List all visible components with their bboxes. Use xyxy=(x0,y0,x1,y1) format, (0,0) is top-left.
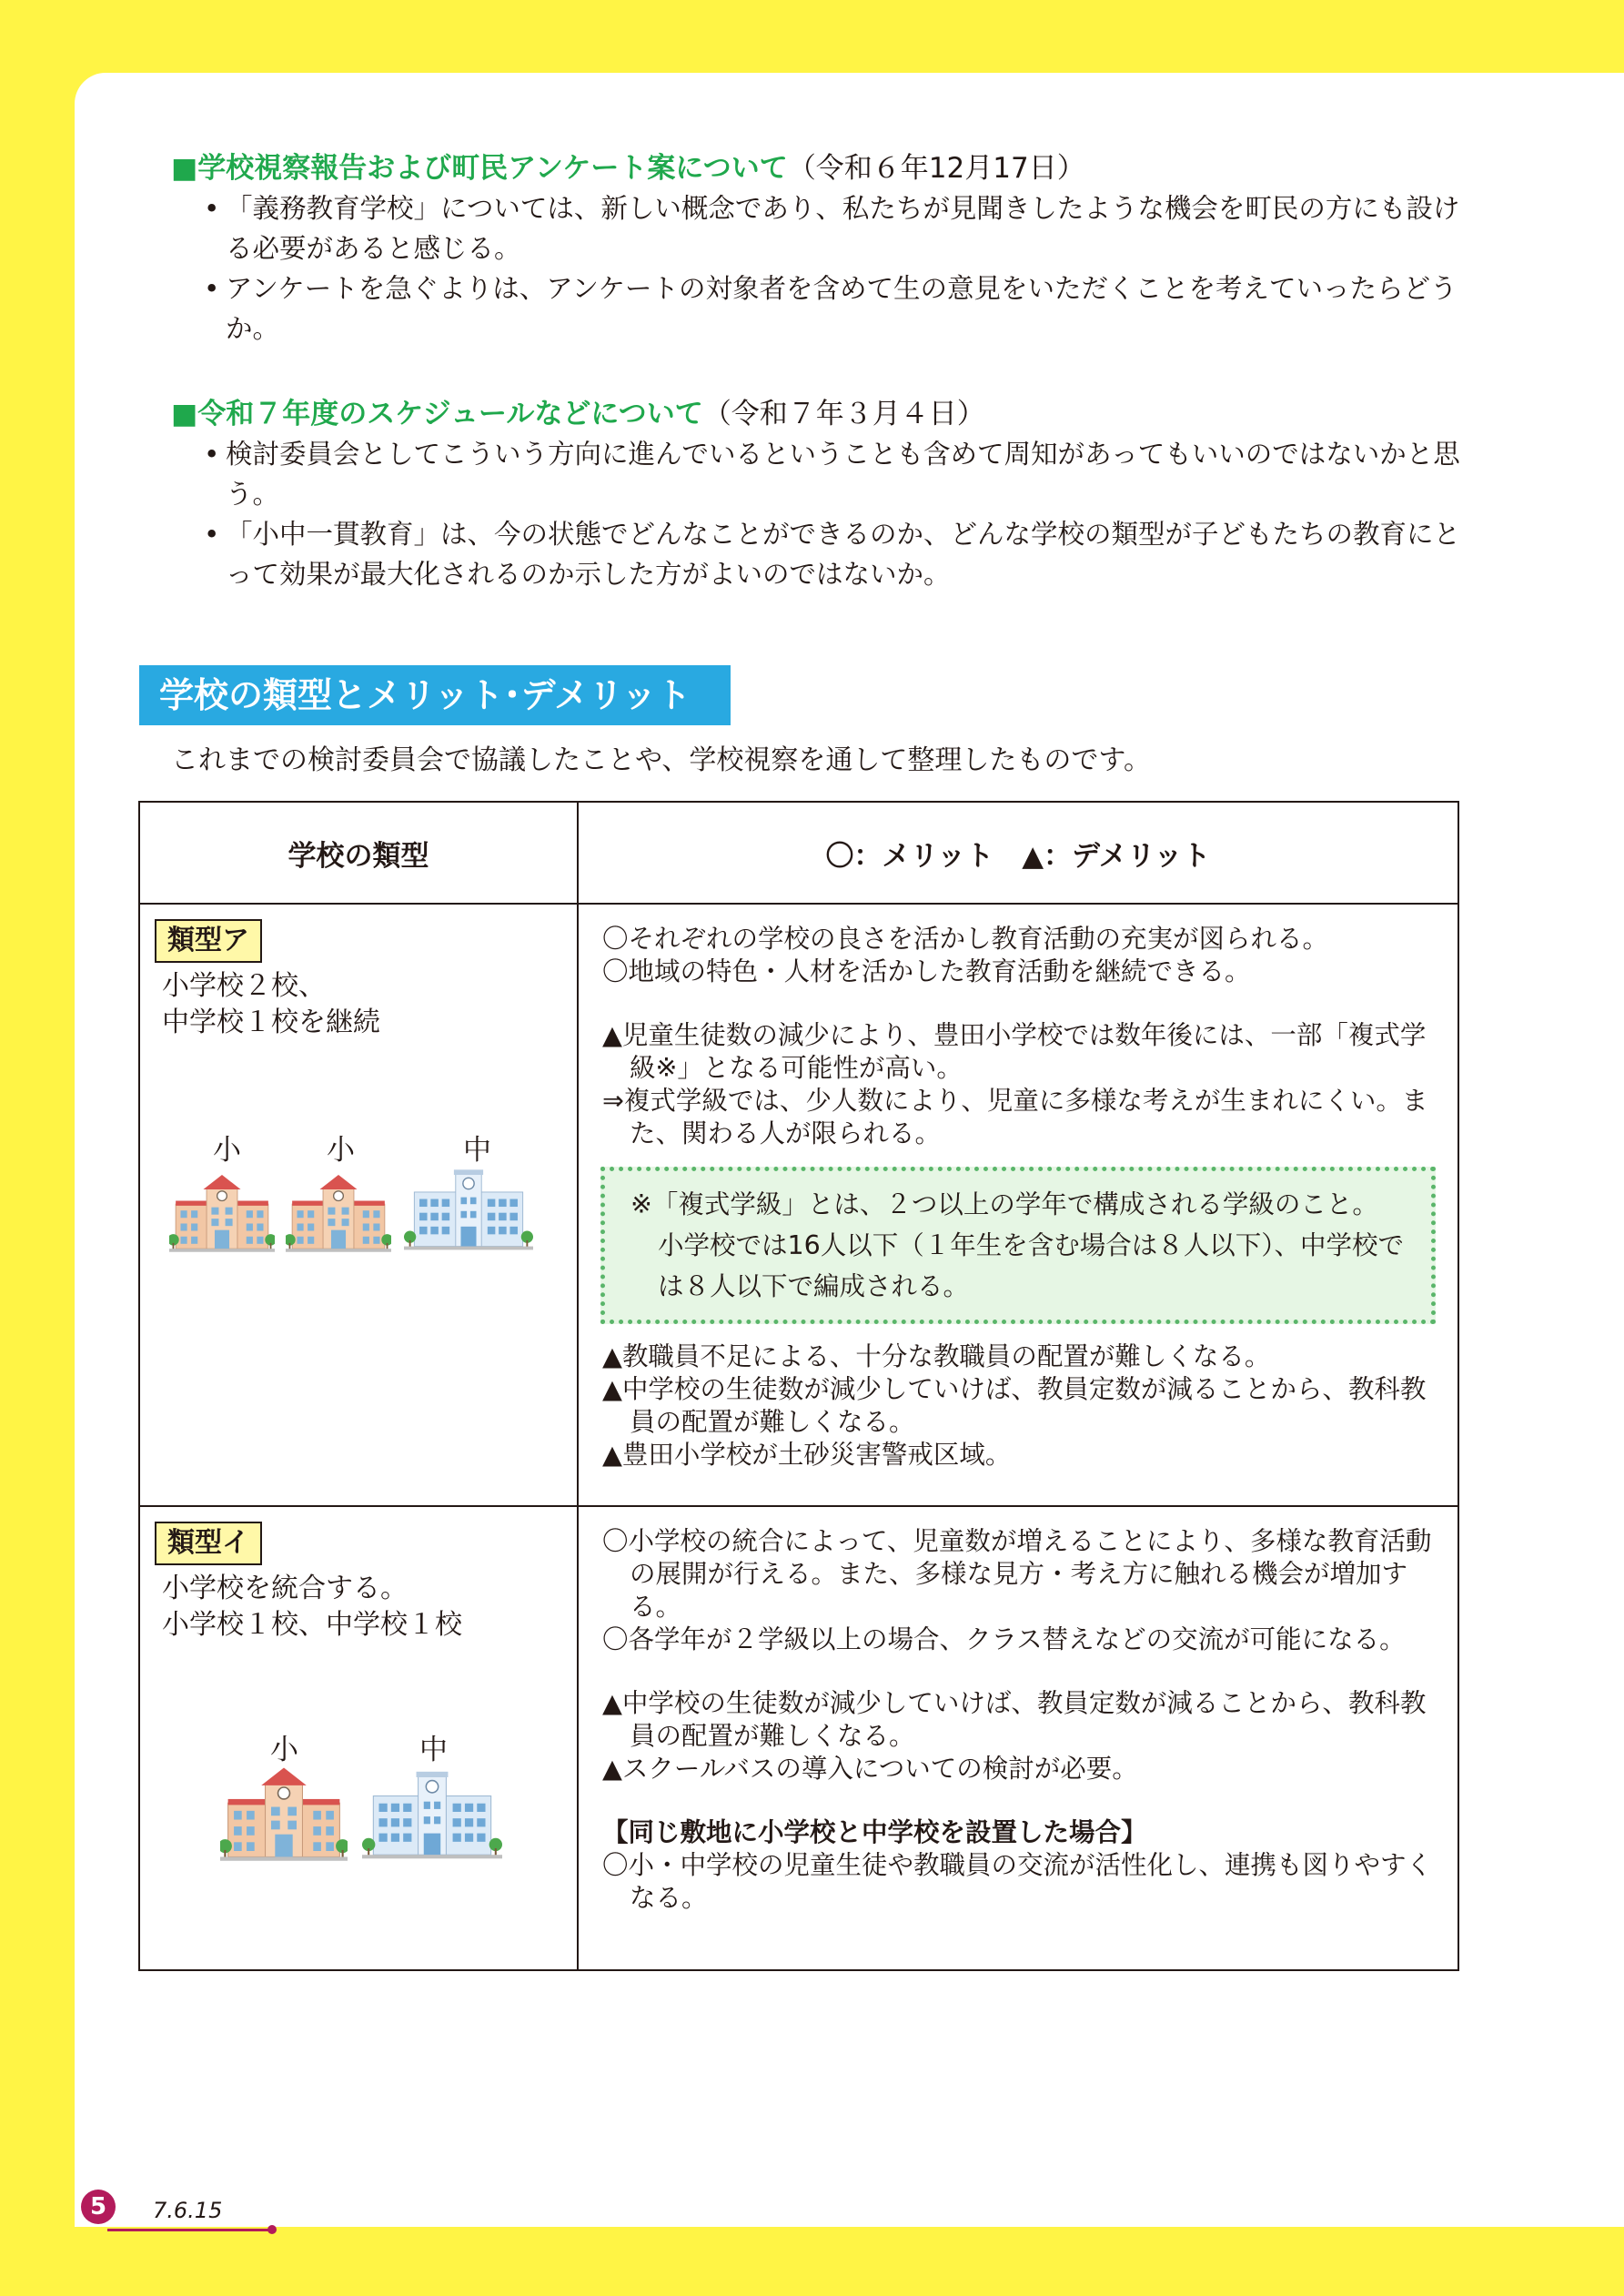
meeting-2 xyxy=(171,394,1463,594)
note-box xyxy=(600,1167,1436,1324)
elementary-school-icon xyxy=(220,1764,348,1862)
page-number-badge: 5 xyxy=(81,2190,116,2224)
type-i-content xyxy=(578,1506,1458,1970)
bracket-heading: 【同じ敷地に小学校と中学校を設置した場合】 xyxy=(602,1817,1147,1847)
merit-line: 〇小・中学校の児童生徒や教職員の交流が活性化し、連携も図りやすくなる。 xyxy=(602,1850,1433,1913)
building-label-junior-high: 中 xyxy=(419,1734,448,1766)
spacer xyxy=(602,988,1436,1019)
junior-high-school-icon xyxy=(362,1764,502,1862)
demerit-line: ▲教職員不足による、十分な教職員の配置が難しくなる。 xyxy=(602,1341,1271,1371)
type-a-cell xyxy=(139,904,578,1506)
type-i-desc-1: 小学校を統合する。 xyxy=(162,1573,408,1604)
footer-underline xyxy=(107,2229,273,2231)
building-label-elementary: 小 xyxy=(213,1134,241,1167)
note-line: 小学校では16人以下（１年生を含む場合は８人以下）、中学校では８人以下で編成される。 xyxy=(658,1230,1405,1301)
spacer xyxy=(602,1656,1436,1687)
demerit-line: ▲児童生徒数の減少により、豊田小学校では数年後には、一部「複式学級※」となる可能性が高い。 xyxy=(602,1020,1427,1083)
demerit-line: ▲スクールバスの導入についての検討が必要。 xyxy=(602,1754,1138,1784)
elementary-school-icon xyxy=(286,1171,391,1253)
header-school-type: 学校の類型 xyxy=(139,802,578,904)
note-line: ※「複式学級」とは、２つ以上の学年で構成される学級のこと。 xyxy=(630,1189,1378,1219)
type-i-desc-2: 小学校１校、中学校１校 xyxy=(162,1609,462,1641)
table-header-row xyxy=(139,802,1458,904)
meeting-1-title: ■学校視察報告および町民アンケート案について xyxy=(171,152,788,185)
arrow-line: ⇒複式学級では、少人数により、児童に多様な考えが生まれにくい。また、関わる人が限られる。 xyxy=(602,1086,1428,1148)
elementary-school-icon xyxy=(169,1171,275,1253)
meeting-1-item: • アンケートを急ぐよりは、アンケートの対象者を含めて生の意見をいただくことを考えていったらどうか。 xyxy=(171,268,1463,349)
merit-line: 〇地域の特色・人材を活かした教育活動を継続できる。 xyxy=(602,956,1251,986)
meeting-1-item: • 「義務教育学校」については、新しい概念であり、私たちが見聞きしたような機会を町民の方にも設ける必要があると感じる。 xyxy=(171,188,1463,268)
meeting-1-heading xyxy=(171,148,1463,188)
section-title: 学校の類型とメリット･デメリット xyxy=(139,665,731,725)
meeting-1-date: （令和６年12月17日） xyxy=(787,152,1085,185)
demerit-line: ▲中学校の生徒数が減少していけば、教員定数が減ることから、教科教員の配置が難しくなる。 xyxy=(602,1374,1427,1437)
type-i-label: 類型イ xyxy=(155,1522,262,1565)
merit-line: 〇それぞれの学校の良さを活かし教育活動の充実が図られる。 xyxy=(602,924,1329,954)
footer-date: 7.6.15 xyxy=(153,2198,223,2223)
table-row-type-a xyxy=(139,904,1458,1506)
table-row-type-i xyxy=(139,1506,1458,1970)
meeting-2-item: • 「小中一貫教育」は、今の状態でどんなことができるのか、どんな学校の類型が子どもたちの教育にとって効果が最大化されるのか示した方がよいのではないか。 xyxy=(171,514,1463,594)
school-types-table xyxy=(138,801,1459,1971)
meeting-2-title: ■令和７年度のスケジュールなどについて xyxy=(171,398,703,430)
spacer xyxy=(602,1785,1436,1816)
type-a-desc-1: 小学校２校、 xyxy=(162,970,326,1002)
footer-dot xyxy=(267,2225,277,2234)
merit-line: 〇各学年が２学級以上の場合、クラス替えなどの交流が可能になる。 xyxy=(602,1624,1406,1654)
type-a-content xyxy=(578,904,1458,1506)
type-i-cell xyxy=(139,1506,578,1970)
building-label-elementary: 小 xyxy=(270,1734,298,1766)
type-a-desc-2: 中学校１校を継続 xyxy=(162,1006,380,1038)
meeting-2-heading xyxy=(171,394,1463,434)
meeting-1-list xyxy=(171,188,1463,349)
junior-high-school-icon xyxy=(404,1162,533,1253)
meeting-2-date: （令和７年３月４日） xyxy=(702,398,985,430)
demerit-line: ▲中学校の生徒数が減少していけば、教員定数が減ることから、教科教員の配置が難しくなる。 xyxy=(602,1688,1427,1751)
building-label-elementary: 小 xyxy=(327,1134,355,1167)
section-intro: これまでの検討委員会で協議したことや、学校視察を通して整理したものです。 xyxy=(171,744,1151,776)
building-label-junior-high: 中 xyxy=(463,1134,491,1167)
merit-line: 〇小学校の統合によって、児童数が増えることにより、多様な教育活動の展開が行える。また、多様な見方・考え方に触れる機会が増加する。 xyxy=(602,1526,1432,1622)
demerit-line: ▲豊田小学校が土砂災害警戒区域。 xyxy=(602,1440,1012,1470)
meeting-1 xyxy=(171,148,1463,349)
header-merit-demerit: 〇：メリット ▲：デメリット xyxy=(578,802,1458,904)
type-a-label: 類型ア xyxy=(155,919,262,963)
meeting-2-item: • 検討委員会としてこういう方向に進んでいるということも含めて周知があってもいいのではないかと思う。 xyxy=(171,434,1463,514)
meeting-2-list xyxy=(171,434,1463,594)
